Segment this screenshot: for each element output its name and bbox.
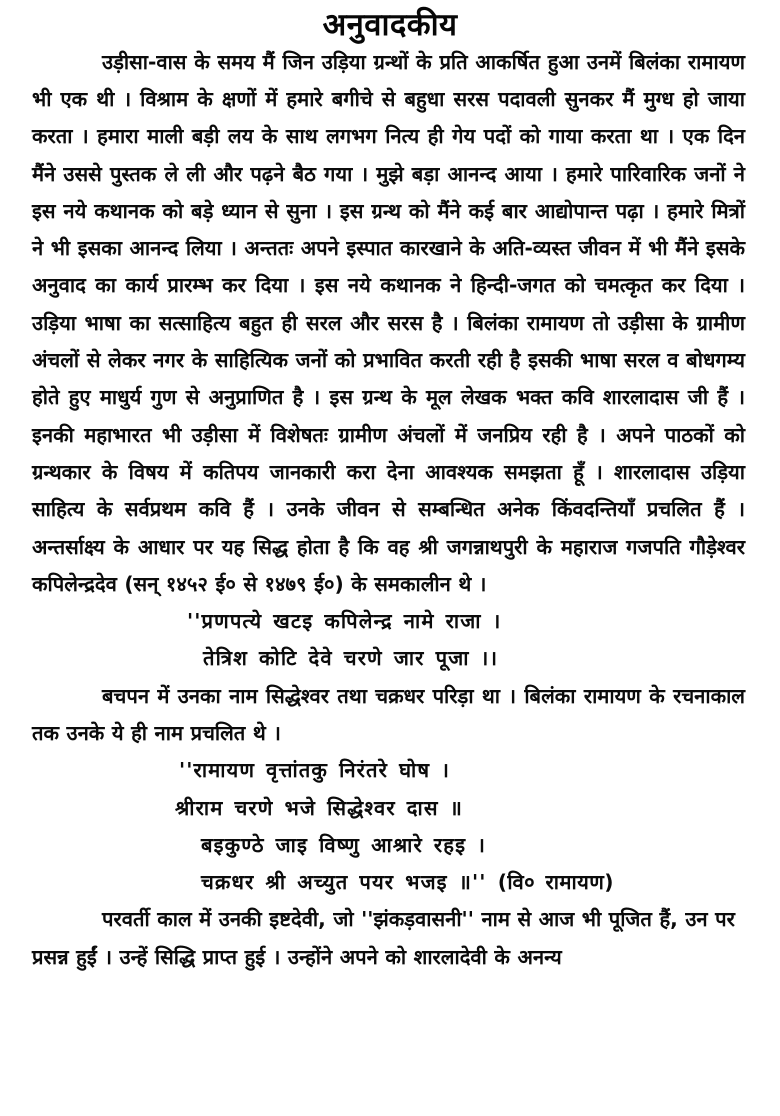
verse-line-text: चक्रधर श्री अच्युत पयर भजइ ॥'' (201, 870, 487, 895)
verse-line: ''रामायण वृत्तांतकु निरंतरे घोष । (179, 758, 451, 783)
verse-line-with-source (175, 864, 745, 901)
verse-block-1 (32, 603, 745, 678)
document-page (0, 8, 780, 1116)
verse-line: ''प्रणपत्ये खटइ कपिलेन्द्र नामे राजा । (187, 609, 502, 634)
verse-line: तेत्रिश कोटि देवे चरणे जार पूजा ।। (203, 646, 499, 671)
verse-source-citation: (वि० रामायण) (497, 870, 614, 895)
paragraph-1: उड़ीसा-वास के समय मैं जिन उड़िया ग्रन्थों के प्रति आकर्षित हुआ उनमें बिलंका रामायण भी एक थी । विश्राम के क्षणों में हमारे बगीचे से बहुधा सरस पदावली सुनकर मैं मुग्ध हो जाया करता । हमारा माली बड़ी लय के साथ लगभग नित्य ही गेय पदों को गाया करता था । एक दिन मैंने उससे पुस्तक ले ली और पढ़ने बैठ गया । मुझे बड़ा आनन्द आया । हमारे पारिवारिक जनों ने इस नये कथानक को बड़े ध्यान से सुना । इस ग्रन्थ को मैंने कई बार आद्योपान्त पढ़ा । हमारे मित्रों ने भी इसका आनन्द लिया । अन्ततः अपने इस्पात कारखाने के अति-व्यस्त जीवन में भी मैंने इसके अनुवाद का कार्य प्रारम्भ कर दिया । इस नये कथानक ने हिन्दी-जगत को चमत्कृत कर दिया । उड़िया भाषा का सत्साहित्य बहुत ही सरल और सरस है । बिलंका रामायण तो उड़ीसा के ग्रामीण अंचलों से लेकर नगर के साहित्यिक जनों को प्रभावित करती रही है इसकी भाषा सरल व बोधगम्य होते हुए माधुर्य गुण से अनुप्राणित है । इस ग्रन्थ के मूल लेखक भक्त कवि शारलादास जी हैं । इनकी महाभारत भी उड़ीसा में विशेषतः ग्रामीण अंचलों में जनप्रिय रही है । अपने पाठकों को ग्रन्थकार के विषय में कतिपय जानकारी करा देना आवश्यक समझता हूँ । शारलादास उड़िया साहित्य के सर्वप्रथम कवि हैं । उनके जीवन से सम्बन्धित अनेक किंवदन्तियाँ प्रचलित हैं । अन्तर्साक्ष्य के आधार पर यह सिद्ध होता है कि वह श्री जगन्नाथपुरी के महाराज गजपति गौड़ेश्वर कपिलेन्द्रदेव (सन् १४५२ ई० से १४७९ ई०) के समकालीन थे । (32, 49, 745, 596)
verse-line: बइकुण्ठे जाइ विष्णु आश्रारे रहइ । (201, 832, 486, 857)
document-body (0, 44, 780, 976)
paragraph-2: बचपन में उनका नाम सिद्धेश्वर तथा चक्रधर परिड़ा था । बिलंका रामायण के रचनाकाल तक उनके ये ही नाम प्रचलित थे । (32, 683, 745, 745)
page-title: अनुवादकीय (322, 7, 458, 43)
verse-block-2 (32, 752, 745, 901)
verse-line: श्रीराम चरणे भजे सिद्धेश्वर दास ॥ (175, 795, 463, 820)
paragraph-3: परवर्ती काल में उनकी इष्टदेवी, जो ''झंकड़वासनी'' नाम से आज भी पूजित हैं, उन पर प्रसन्न हुईं । उन्हें सिद्धि प्राप्त हुई । उन्होंने अपने को शारलादेवी के अनन्य (32, 907, 735, 969)
